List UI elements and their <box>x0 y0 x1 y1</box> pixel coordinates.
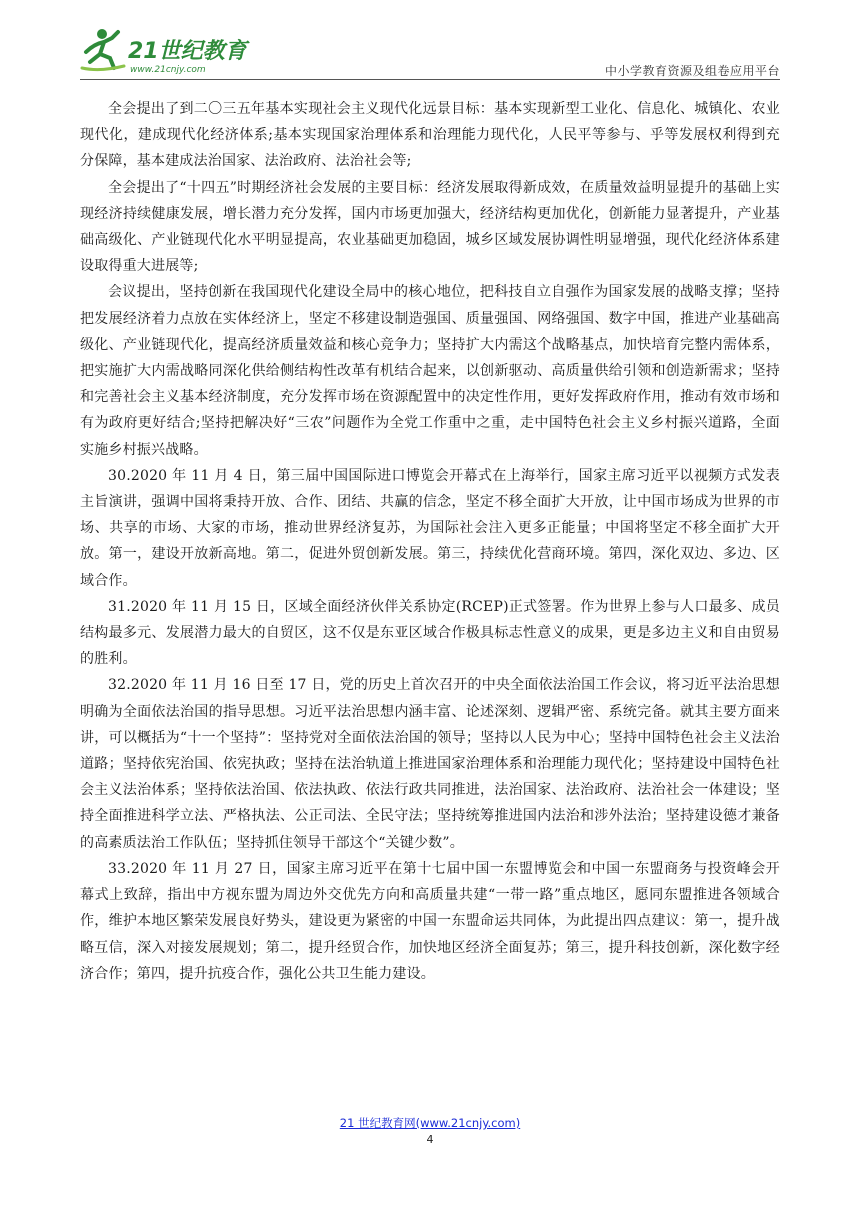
site-logo[interactable] <box>80 22 260 78</box>
logo-url: www.21cnjy.com <box>130 65 206 75</box>
paragraph: 31.2020 年 11 月 15 日，区域全面经济伙伴关系协定(RCEP)正式签署。作为世界上参与人口最多、成员结构最多元、发展潜力最大的自贸区，这不仅是东亚区域合作极具标志性意义的成果，更是多边主义和自由贸易的胜利。 <box>80 598 780 668</box>
header-tagline: 中小学教育资源及组卷应用平台 <box>604 64 780 78</box>
logo-text: 21世纪教育 <box>128 39 247 64</box>
paragraph: 30.2020 年 11 月 4 日，第三届中国国际进口博览会开幕式在上海举行，国家主席习近平以视频方式发表主旨演讲，强调中国将秉持开放、合作、团结、共赢的信念，坚定不移全面扩大开放，让中国市场成为世界的市场、共享的市场、大家的市场，推动世界经济复苏，为国际社会注入更多正能量；中国将坚定不移全面扩大开放。第一，建设开放新高地。第二，促进外贸创新发展。第三，持续优化营商环境。第四，深化双边、多边、区域合作。 <box>80 467 780 589</box>
page-header <box>80 22 780 80</box>
footer-site-link[interactable]: 21 世纪教育网(www.21cnjy.com) <box>339 1116 521 1130</box>
page-number: 4 <box>426 1133 434 1146</box>
header-divider <box>80 79 780 80</box>
document-body <box>80 96 780 987</box>
page-footer <box>0 1112 860 1146</box>
paragraph: 全会提出了“十四五”时期经济社会发展的主要目标：经济发展取得新成效，在质量效益明显提升的基础上实现经济持续健康发展，增长潜力充分发挥，国内市场更加强大，经济结构更加优化，创新能力显著提升，产业基础高级化、产业链现代化水平明显提高，农业基础更加稳固，城乡区域发展协调性明显增强，现代化经济体系建设取得重大进展等; <box>80 179 780 275</box>
runner-logo-icon <box>80 22 260 78</box>
paragraph: 会议提出，坚持创新在我国现代化建设全局中的核心地位，把科技自立自强作为国家发展的战略支撑；坚持把发展经济着力点放在实体经济上，坚定不移建设制造强国、质量强国、网络强国、数字中国，推进产业基础高级化、产业链现代化，提高经济质量效益和核心竞争力；坚持扩大内需这个战略基点，加快培育完整内需体系，把实施扩大内需战略同深化供给侧结构性改革有机结合起来，以创新驱动、高质量供给引领和创造新需求；坚持和完善社会主义基本经济制度，充分发挥市场在资源配置中的决定性作用，更好发挥政府作用，推动有效市场和有为政府更好结合;坚持把解决好“三农”问题作为全党工作重中之重，走中国特色社会主义乡村振兴道路，全面实施乡村振兴战略。 <box>80 284 780 458</box>
paragraph: 全会提出了到二〇三五年基本实现社会主义现代化远景目标：基本实现新型工业化、信息化、城镇化、农业现代化，建成现代化经济体系;基本实现国家治理体系和治理能力现代化，人民平等参与、乎等发展权利得到充分保障，基本建成法治国家、法治政府、法治社会等; <box>80 101 780 170</box>
paragraph: 33.2020 年 11 月 27 日，国家主席习近平在第十七届中国一东盟博览会和中国一东盟商务与投资峰会开幕式上致辞，指出中方视东盟为周边外交优先方向和高质量共建“一带一路”重点地区，愿同东盟推进各领域合作，维护本地区繁荣发展良好势头，建设更为紧密的中国一东盟命运共同体，为此提出四点建议：第一，提升战略互信，深入对接发展规划；第二，提升经贸合作，加快地区经济全面复苏；第三，提升科技创新，深化数字经济合作；第四，提升抗疫合作，强化公共卫生能力建设。 <box>80 860 780 982</box>
paragraph: 32.2020 年 11 月 16 日至 17 日，党的历史上首次召开的中央全面依法治国工作会议，将习近平法治思想明确为全面依法治国的指导思想。习近平法治思想内涵丰富、论述深刻、逻辑严密、系统完备。就其主要方面来讲，可以概括为“十一个坚持”：坚持党对全面依法治国的领导；坚持以人民为中心；坚持中国特色社会主义法治道路；坚持依宪治国、依宪执政；坚持在法治轨道上推进国家治理体系和治理能力现代化；坚持建设中国特色社会主义法治体系；坚持依法治国、依法执政、依法行政共同推进，法治国家、法治政府、法治社会一体建设；坚持全面推进科学立法、严格执法、公正司法、全民守法；坚持统筹推进国内法治和涉外法治；坚持建设德才兼备的高素质法治工作队伍；坚持抓住领导干部这个“关键少数”。 <box>80 677 780 851</box>
